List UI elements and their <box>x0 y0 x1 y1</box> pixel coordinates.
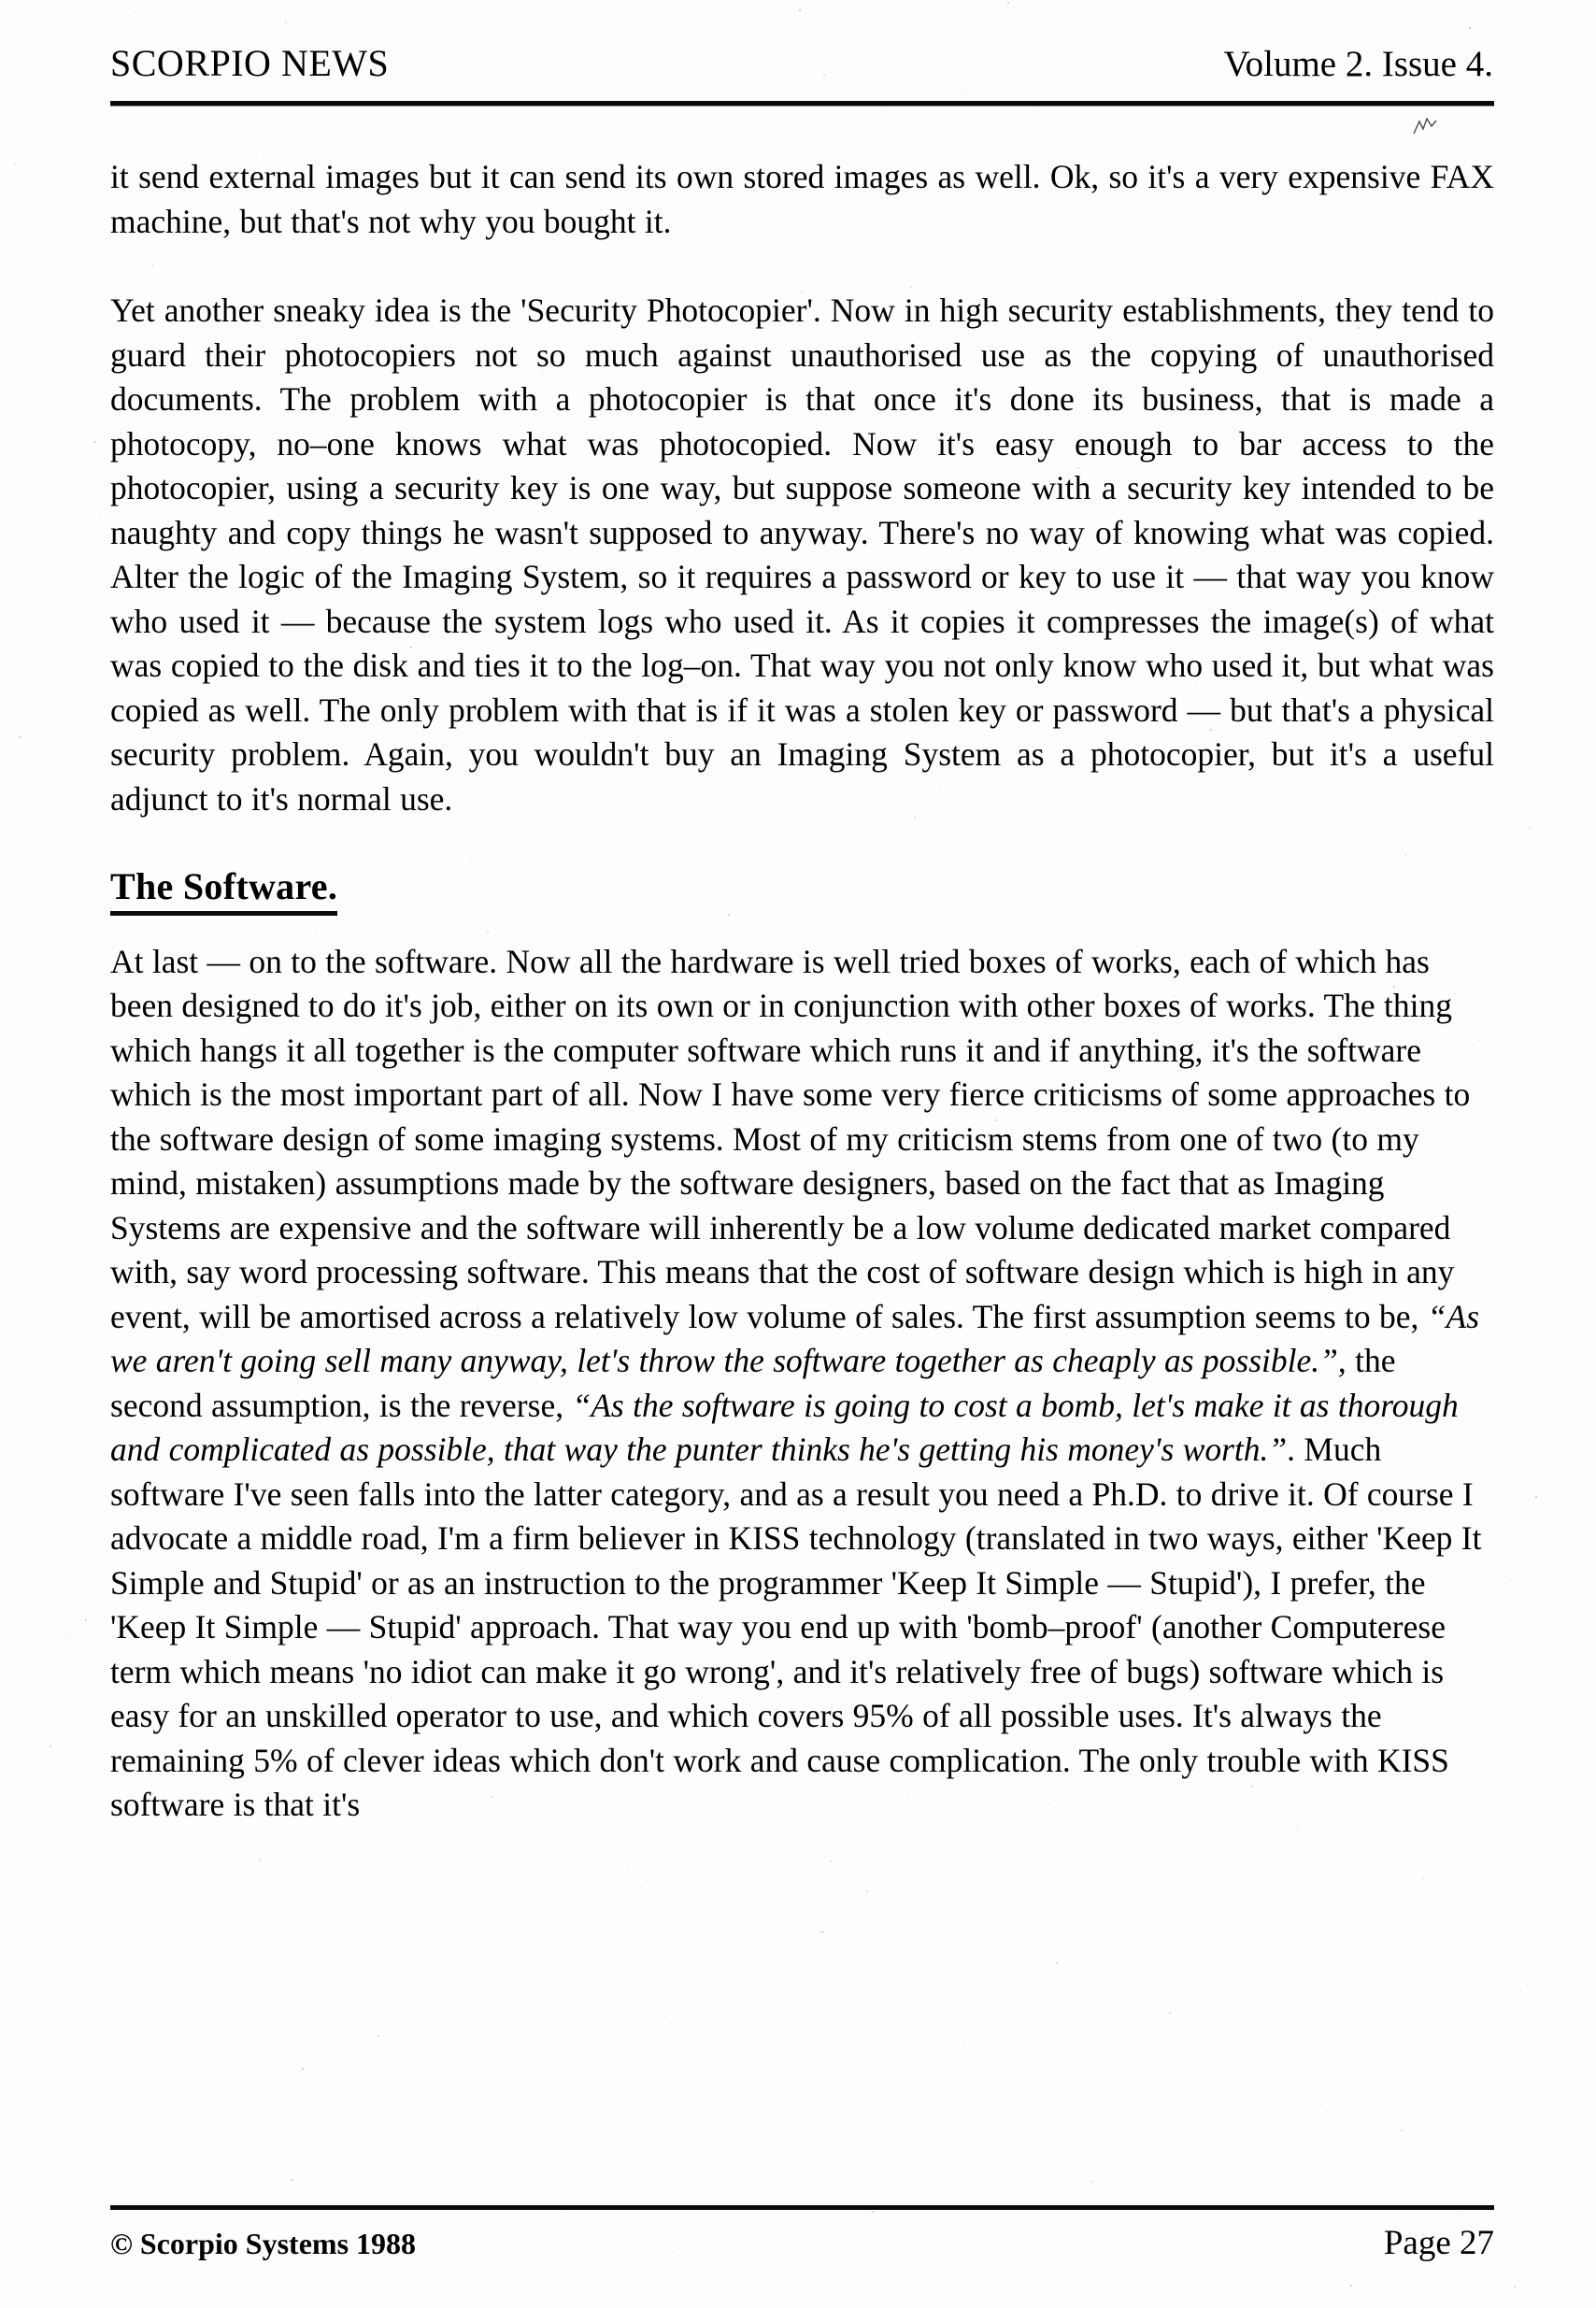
paragraph-the-software <box>110 940 1494 1828</box>
scan-artifact-icon <box>1413 118 1437 135</box>
paragraph-spacer <box>110 244 1494 289</box>
quote-second-assumption: “As the software is going to cost a bomb, let's make it as thorough and complicated as possible, that way the punter thinks he's getting his money's worth.” <box>110 1386 1459 1469</box>
paragraph-spacer <box>110 821 1494 866</box>
paragraph-text-segment-1: At last — on to the software. Now all the hardware is well tried boxes of works, each of which has been designed to do it's job, either on its own or in conjunction with other boxes of works. The thing which hangs it all together is the computer software which runs it and if anything, it's the software which is the most important part of all. Now I have some very fierce criticisms of some approaches to the software design of some imaging systems. Most of my criticism stems from one of two (to my mind, mistaken) assumptions made by the software designers, based on the fact that as Imaging Systems are expensive and the software will inherently be a low volume dedicated market compared with, say word processing software. This means that the cost of software design which is high in any event, will be amortised across a relatively low volume of sales. The first assumption seems to be, <box>110 942 1471 1335</box>
footer-rule <box>110 2205 1494 2210</box>
heading-spacer <box>110 916 1494 940</box>
page-number: Page 27 <box>1383 2224 1494 2262</box>
section-heading-the-software: The Software. <box>110 866 337 916</box>
paragraph-text-segment-3: . Much software I've seen falls into the latter category, and as a result you need a Ph.D. to drive it. Of course I advocate a middle road, I'm a firm believer in KISS technology (translated in two ways, either 'Keep It Simple and Stupid' or as an instruction to the programmer 'Keep It Simple — Stupid'), I prefer, the 'Keep It Simple — Stupid' approach. That way you end up with 'bomb–proof' (another Computerese term which means 'no idiot can make it go wrong', and it's relatively free of bugs) software which is easy for an unskilled operator to use, and which covers 95% of all possible uses. It's always the remaining 5% of clever ideas which don't work and cause complication. The only trouble with KISS software is that it's <box>110 1431 1482 1824</box>
publication-title: SCORPIO NEWS <box>110 42 390 84</box>
issue-identifier: Volume 2. Issue 4. <box>1223 44 1493 84</box>
quote-first-assumption: “As we aren't going sell many anyway, let's throw the software together as cheaply as possible.” <box>110 1297 1480 1380</box>
section-heading-wrapper <box>110 866 1494 916</box>
page-header <box>110 42 1493 84</box>
copyright-notice: © Scorpio Systems 1988 <box>110 2227 417 2260</box>
body-column <box>110 155 1494 1828</box>
header-rule <box>110 101 1494 106</box>
paragraph-continuation: it send external images but it can send its own stored images as well. Ok, so it's a very expensive FAX machine, but that's not why you bought it. <box>110 158 1494 240</box>
paragraph-security-photocopier: Yet another sneaky idea is the 'Security Photocopier'. Now in high security establishments, they tend to guard their photocopiers not so much against unauthorised use as the copying of unauthorised documents. The problem with a photocopier is that once it's done its business, that is made a photocopy, no–one knows what was photocopied. Now it's easy enough to bar access to the photocopier, using a security key is one way, but suppose someone with a security key intended to be naughty and copy things he wasn't supposed to anyway. There's no way of knowing what was copied. Alter the logic of the Imaging System, so it requires a password or key to use it — that way you know who used it — because the system logs who used it. As it copies it compresses the image(s) of what was copied to the disk and ties it to the log–on. That way you not only know who used it, but what was copied as well. The only problem with that is if it was a stolen key or password — but that's a physical security problem. Again, you wouldn't buy an Imaging System as a photocopier, but it's a useful adjunct to it's normal use. <box>110 292 1494 818</box>
page-footer <box>110 2226 1494 2260</box>
paragraph-text-segment-2: , the second assumption, is the reverse, <box>110 1342 1396 1424</box>
